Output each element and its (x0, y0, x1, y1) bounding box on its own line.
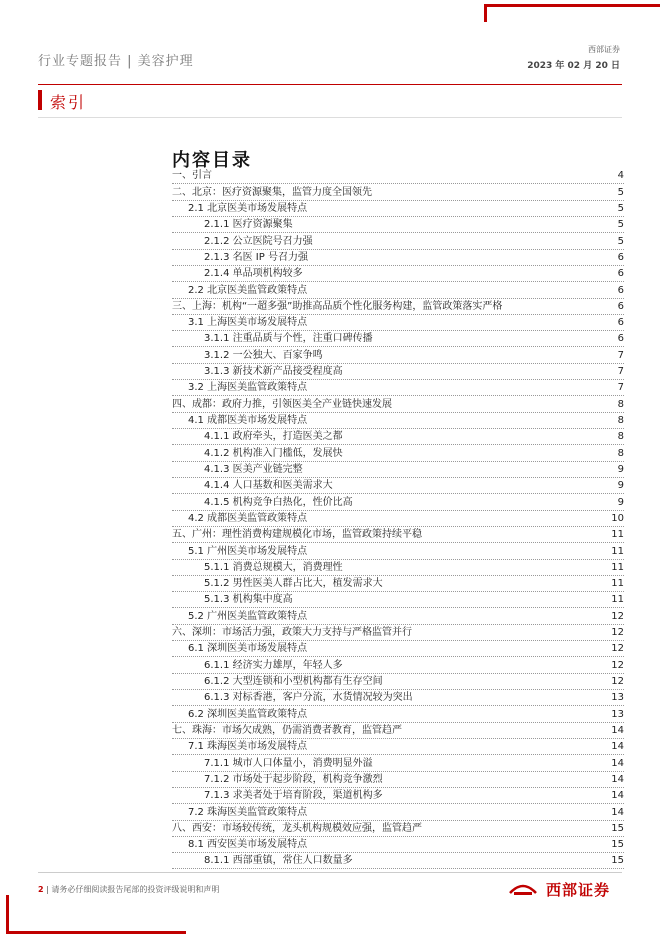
logo-text: 西部证券 (546, 881, 611, 899)
toc-entry[interactable] (172, 788, 624, 804)
toc-entry-title: 6.1 深圳医美市场发展特点 (188, 643, 308, 655)
toc-entry[interactable] (172, 739, 624, 755)
toc-entry-title: 3.1 上海医美市场发展特点 (188, 317, 308, 329)
corner-decoration-bottom-vertical (6, 895, 9, 934)
toc-entry[interactable] (172, 266, 624, 282)
toc-entry[interactable] (172, 315, 624, 331)
footer-divider (38, 872, 622, 873)
toc-entry-page: 5 (617, 219, 624, 231)
footer-disclaimer: 请务必仔细阅读报告尾部的投资评级说明和声明 (51, 885, 220, 894)
toc-entry[interactable] (172, 299, 624, 315)
toc-entry-page: 11 (611, 529, 624, 541)
toc-entry[interactable] (172, 674, 624, 690)
toc-entry-title: 八、西安：市场较传统，龙头机构规模效应强，监管趋严 (172, 822, 422, 834)
toc-entry-title: 8.1.1 西部重镇，常住人口数量多 (204, 855, 353, 867)
toc-entry-title: 6.1.3 对标香港，客户分流，水货情况较为突出 (204, 692, 413, 704)
report-date: 2023 年 02 月 20 日 (527, 61, 620, 71)
toc-entry-title: 一、引言 (172, 170, 212, 182)
footer (38, 884, 219, 895)
toc-entry-page: 8 (617, 415, 624, 426)
page-number: 2 (38, 885, 44, 894)
toc-entry[interactable] (172, 608, 624, 624)
toc-entry-title: 2.1.2 公立医院号召力强 (204, 235, 313, 247)
toc-entry[interactable] (172, 527, 624, 543)
toc-entry-title: 5.1.2 男性医美人群占比大，植发需求大 (204, 578, 383, 590)
toc-entry-page: 6 (617, 333, 624, 345)
toc-entry-page: 14 (611, 806, 624, 818)
toc-entry-title: 二、北京：医疗资源聚集，监管力度全国领先 (172, 186, 372, 198)
toc-entry-page: 10 (611, 512, 624, 524)
toc-entry[interactable] (172, 511, 624, 527)
toc-entry-page: 11 (611, 545, 624, 557)
corner-decoration-top-horizontal (484, 4, 660, 7)
toc-entry-page: 4 (617, 170, 624, 182)
toc-entry[interactable] (172, 168, 624, 184)
toc-entry[interactable] (172, 217, 624, 233)
toc-entry-title: 2.1 北京医美市场发展特点 (188, 202, 308, 214)
toc-entry-title: 2.1.3 名医 IP 号召力强 (204, 251, 308, 263)
toc-entry[interactable] (172, 478, 624, 494)
toc-entry[interactable] (172, 706, 624, 722)
toc-entry-title: 三、上海：机构“一超多强”助推高品质个性化服务构建，监管政策落实严格 (172, 300, 503, 312)
toc-entry[interactable] (172, 347, 624, 363)
toc-entry-page: 12 (611, 659, 624, 671)
toc-entry[interactable] (172, 413, 624, 429)
toc-entry-page: 5 (617, 186, 624, 198)
toc-entry-page: 13 (611, 708, 624, 720)
toc-entry-title: 5.1 广州医美市场发展特点 (188, 545, 308, 557)
toc-entry-title: 7.1.2 市场处于起步阶段，机构竞争激烈 (204, 773, 383, 785)
toc-entry[interactable] (172, 837, 624, 853)
toc-entry-title: 4.2 成都医美监管政策特点 (188, 512, 308, 524)
toc-entry-title: 4.1.5 机构竞争白热化，性价比高 (204, 496, 353, 508)
toc-entry-page: 14 (611, 773, 624, 785)
toc-entry-title: 四、成都：政府力推，引领医美全产业链快速发展 (172, 398, 392, 410)
toc-entry-page: 12 (611, 610, 624, 622)
toc-entry-title: 六、深圳：市场活力强，政策大力支持与严格监管并行 (172, 627, 412, 639)
toc-entry[interactable] (172, 233, 624, 249)
toc-entry-page: 6 (617, 300, 624, 312)
toc-entry-title: 4.1.4 人口基数和医美需求大 (204, 480, 333, 492)
toc-entry-page: 13 (611, 692, 624, 704)
toc-entry[interactable] (172, 331, 624, 347)
toc-entry-page: 7 (617, 382, 624, 394)
toc-entry-page: 7 (617, 366, 624, 378)
toc-entry-title: 2.1.4 单品项机构较多 (204, 268, 303, 280)
toc-entry-title: 5.1.1 消费总规模大，消费理性 (204, 561, 343, 573)
toc-entry-page: 14 (611, 741, 624, 753)
toc-entry-page: 6 (617, 284, 624, 296)
toc-entry-title: 7.1.3 求美者处于培育阶段，渠道机构多 (204, 790, 383, 802)
toc-entry[interactable] (172, 543, 624, 559)
toc-entry-title: 七、珠海：市场欠成熟，仍需消费者教育，监管趋严 (172, 724, 402, 736)
western-logo-icon (508, 879, 538, 897)
toc-entry-page: 14 (611, 790, 624, 802)
toc-entry[interactable] (172, 184, 624, 200)
table-of-contents (172, 168, 624, 869)
toc-entry-page: 9 (617, 496, 624, 508)
toc-entry-title: 2.2 北京医美监管政策特点 (188, 284, 308, 296)
toc-entry-title: 4.1 成都医美市场发展特点 (188, 415, 308, 426)
toc-entry-title: 7.1 珠海医美市场发展特点 (188, 741, 308, 753)
toc-entry[interactable] (172, 641, 624, 657)
toc-entry-page: 6 (617, 268, 624, 280)
toc-entry-title: 8.1 西安医美市场发展特点 (188, 839, 308, 851)
toc-entry[interactable] (172, 380, 624, 396)
toc-entry[interactable] (172, 592, 624, 608)
toc-entry-title: 3.1.2 一公独大、百家争鸣 (204, 349, 323, 361)
toc-entry-page: 8 (617, 398, 624, 410)
toc-entry-page: 15 (611, 839, 624, 851)
toc-entry[interactable] (172, 560, 624, 576)
toc-entry[interactable] (172, 755, 624, 771)
toc-entry[interactable] (172, 690, 624, 706)
toc-entry-page: 15 (611, 822, 624, 834)
section-bar (38, 84, 622, 118)
toc-entry-title: 5.1.3 机构集中度高 (204, 594, 293, 606)
toc-entry[interactable] (172, 462, 624, 478)
toc-entry-title: 5.2 广州医美监管政策特点 (188, 610, 308, 622)
toc-entry-page: 6 (617, 317, 624, 329)
toc-entry-page: 12 (611, 643, 624, 655)
toc-entry-title: 4.1.2 机构准入门槛低，发展快 (204, 447, 343, 459)
footer-separator: | (46, 885, 52, 894)
toc-entry[interactable] (172, 723, 624, 739)
toc-entry[interactable] (172, 282, 624, 298)
toc-entry-page: 5 (617, 235, 624, 247)
section-title: 索引 (50, 93, 87, 112)
toc-entry[interactable] (172, 250, 624, 266)
toc-entry[interactable] (172, 576, 624, 592)
toc-entry-page: 14 (611, 757, 624, 769)
toc-entry[interactable] (172, 772, 624, 788)
toc-entry[interactable] (172, 396, 624, 412)
toc-entry-page: 14 (611, 724, 624, 736)
toc-entry[interactable] (172, 625, 624, 641)
toc-entry-page: 5 (617, 202, 624, 214)
toc-title: 内容目录 (172, 150, 252, 171)
toc-entry-title: 3.1.1 注重品质与个性，注重口碑传播 (204, 333, 373, 345)
toc-entry-title: 4.1.3 医美产业链完整 (204, 463, 303, 475)
toc-entry-title: 6.2 深圳医美监管政策特点 (188, 708, 308, 720)
toc-entry[interactable] (172, 804, 624, 820)
toc-entry-title: 3.2 上海医美监管政策特点 (188, 382, 308, 394)
toc-entry-page: 15 (611, 855, 624, 867)
toc-entry-title: 3.1.3 新技术新产品接受程度高 (204, 366, 343, 378)
toc-entry[interactable] (172, 445, 624, 461)
toc-entry-page: 8 (617, 431, 624, 443)
toc-entry-page: 11 (611, 594, 624, 606)
toc-entry-title: 7.1.1 城市人口体量小，消费明显外溢 (204, 757, 373, 769)
toc-entry[interactable] (172, 364, 624, 380)
report-category: 行业专题报告 | 美容护理 (38, 54, 194, 69)
corner-decoration-top-vertical (484, 4, 487, 22)
toc-entry-page: 8 (617, 447, 624, 459)
toc-entry[interactable] (172, 494, 624, 510)
toc-entry-page: 12 (611, 627, 624, 639)
header-brand: 西部证券 (588, 45, 620, 54)
toc-entry[interactable] (172, 429, 624, 445)
toc-entry-title: 2.1.1 医疗资源聚集 (204, 219, 293, 231)
toc-entry[interactable] (172, 201, 624, 217)
toc-entry-page: 11 (611, 561, 624, 573)
toc-entry[interactable] (172, 657, 624, 673)
toc-entry-page: 9 (617, 463, 624, 475)
toc-entry[interactable] (172, 853, 624, 869)
toc-entry-page: 7 (617, 349, 624, 361)
toc-entry-title: 五、广州：理性消费构建规模化市场，监管政策持续平稳 (172, 529, 422, 541)
section-marker (38, 90, 42, 110)
toc-entry-page: 12 (611, 676, 624, 687)
toc-entry[interactable] (172, 821, 624, 837)
toc-entry-title: 6.1.2 大型连锁和小型机构都有生存空间 (204, 676, 383, 687)
toc-entry-page: 9 (617, 480, 624, 492)
toc-entry-title: 6.1.1 经济实力雄厚，年轻人多 (204, 659, 343, 671)
toc-entry-page: 6 (617, 251, 624, 263)
toc-entry-title: 7.2 珠海医美监管政策特点 (188, 806, 308, 818)
toc-entry-title: 4.1.1 政府牵头，打造医美之都 (204, 431, 343, 443)
toc-entry-page: 11 (611, 578, 624, 590)
